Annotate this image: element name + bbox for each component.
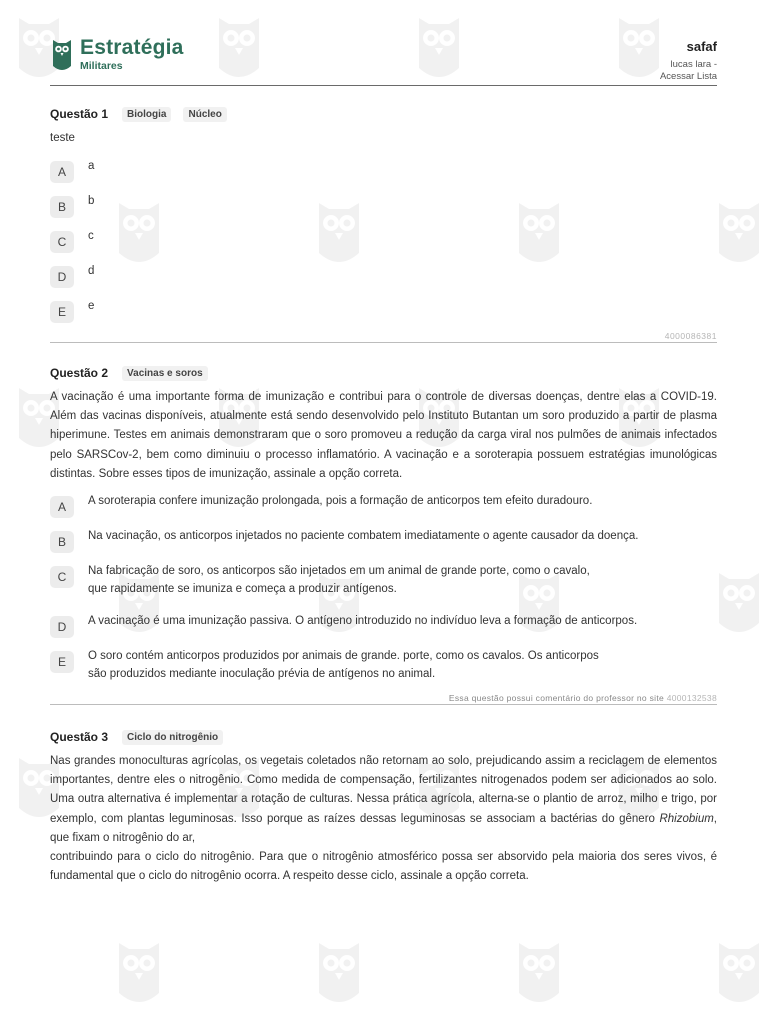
alternative-letter[interactable]: C [50, 231, 74, 253]
alternative-b[interactable] [50, 196, 94, 218]
alternative-line: A soroterapia confere imunização prolongada, pois a formação de anticorpos tem efeito duradouro. [88, 495, 593, 507]
tag-biologia: Biologia [122, 107, 171, 122]
alternative-e[interactable] [50, 651, 599, 683]
alternative-line: são produzidos mediante inoculação prévia de antígenos no animal. [88, 667, 436, 680]
alternative-text [88, 493, 592, 511]
alternative-line: que rapidamente se imuniza e começa a produzir antígenos. [88, 582, 397, 595]
owl-logo-icon [50, 36, 74, 74]
question-text-part: , que fixam o nitrogênio do ar, [50, 812, 717, 844]
alternative-letter[interactable]: B [50, 196, 74, 218]
question-title: Questão 2 [50, 366, 109, 380]
question-footer [50, 693, 717, 705]
alternative-text: e [88, 300, 95, 312]
alternative-text: c [88, 230, 94, 242]
question-text: teste [50, 132, 75, 144]
alternative-line: O soro contém anticorpos produzidos por animais de grande. porte, como os cavalos. Os anticorpos [88, 650, 599, 662]
alternative-e[interactable] [50, 301, 94, 323]
question-1 [50, 105, 717, 345]
question-title: Questão 3 [50, 730, 109, 744]
question-header [50, 105, 717, 123]
alternative-c[interactable] [50, 231, 94, 253]
question-text: A vacinação é uma importante forma de imunização e contribui para o controle de diversas doenças, dentre elas a COVID-19. Além das vacinas disponíveis, atualmente está sendo desenvolvido pelo Instituto Butantan um soro produzido a partir de plasma hiperimune. Testes em animais demonstraram que o soro promoveu a redução da carga viral nos pulmões de animais infectados pelo SARSCov-2, bem como diminuiu o processo inflamatório. A vacinação e a soroterapia possuem estratégias imunológicas distintas. Sobre esses tipos de imunização, assinale a opção correta. [50, 391, 717, 480]
alternative-text: a [88, 160, 95, 172]
question-text-part: Nas grandes monoculturas agrícolas, os vegetais coletados não retornam ao solo, prejudicando assim a reciclagem de elementos importantes, dentre eles o nitrogênio. Como medida de compensação, fertilizantes nitrogenados podem ser adicionados ao solo. Uma outra alternativa é implementar a rotação de culturas. Nessa prática agrícola, alterna-se o plantio de arroz, milho e trigo, por exemplo, com plantas leguminosas. Isso porque as raízes dessas leguminosas se associam a bactérias do gênero [50, 755, 717, 825]
alternative-text [88, 648, 599, 683]
alternative-letter[interactable]: D [50, 266, 74, 288]
question-text [50, 752, 717, 848]
question-title: Questão 1 [50, 107, 109, 121]
question-text-italic: Rhizobium [659, 812, 714, 825]
question-text-continuation: contribuindo para o ciclo do nitrogênio. Para que o nitrogênio atmosférico possa ser absorvido pela maioria dos seres vivos, é fundamental que o ciclo do nitrogênio ocorra. A respeito desse ciclo, assinale a opção correta. [50, 851, 717, 883]
list-name: safaf [686, 39, 717, 54]
brand-subtitle: Militares [80, 60, 123, 72]
comment-note-text: Essa questão possui comentário do professor no site [448, 693, 665, 703]
alternative-b[interactable] [50, 531, 638, 553]
question-id: 4000132538 [666, 693, 717, 703]
alternative-letter[interactable]: A [50, 161, 74, 183]
tag-ciclo-do-nitrogenio: Ciclo do nitrogênio [122, 730, 223, 745]
professor-comment-note [449, 693, 717, 703]
page-header [50, 36, 717, 86]
tag-vacinas-e-soros: Vacinas e soros [122, 366, 208, 381]
alternative-d[interactable] [50, 266, 94, 288]
user-info [660, 39, 717, 83]
alternative-letter[interactable]: C [50, 566, 74, 588]
alternative-text: d [88, 265, 95, 277]
question-header [50, 364, 717, 382]
alternative-letter[interactable]: E [50, 651, 74, 673]
brand-title: Estratégia [80, 36, 184, 59]
brand-logo[interactable] [50, 36, 184, 74]
alternative-line: A vacinação é uma imunização passiva. O antígeno introduzido no indivíduo leva a formação de anticorpos. [88, 615, 638, 627]
user-name: lucas lara - [670, 59, 717, 70]
alternative-letter[interactable]: D [50, 616, 74, 638]
alternative-letter[interactable]: A [50, 496, 74, 518]
alternative-a[interactable] [50, 496, 592, 518]
alternative-a[interactable] [50, 161, 94, 183]
question-id: 4000086381 [664, 331, 717, 341]
alternative-text: b [88, 195, 95, 207]
question-footer [50, 331, 717, 343]
question-3 [50, 728, 717, 888]
alternative-text [88, 613, 637, 631]
alternative-line: Na fabricação de soro, os anticorpos são injetados em um animal de grande porte, como o cavalo, [88, 565, 590, 577]
tag-nucleo: Núcleo [183, 107, 226, 122]
question-header [50, 728, 717, 746]
alternative-letter[interactable]: B [50, 531, 74, 553]
question-2 [50, 364, 717, 709]
alternative-letter[interactable]: E [50, 301, 74, 323]
alternative-c[interactable] [50, 566, 590, 598]
alternative-text [88, 563, 590, 598]
alternative-line: Na vacinação, os anticorpos injetados no paciente combatem imediatamente o agente causador da doença. [88, 530, 639, 542]
alternative-text [88, 528, 638, 546]
alternative-d[interactable] [50, 616, 637, 638]
access-list-link[interactable]: Acessar Lista [659, 71, 717, 82]
